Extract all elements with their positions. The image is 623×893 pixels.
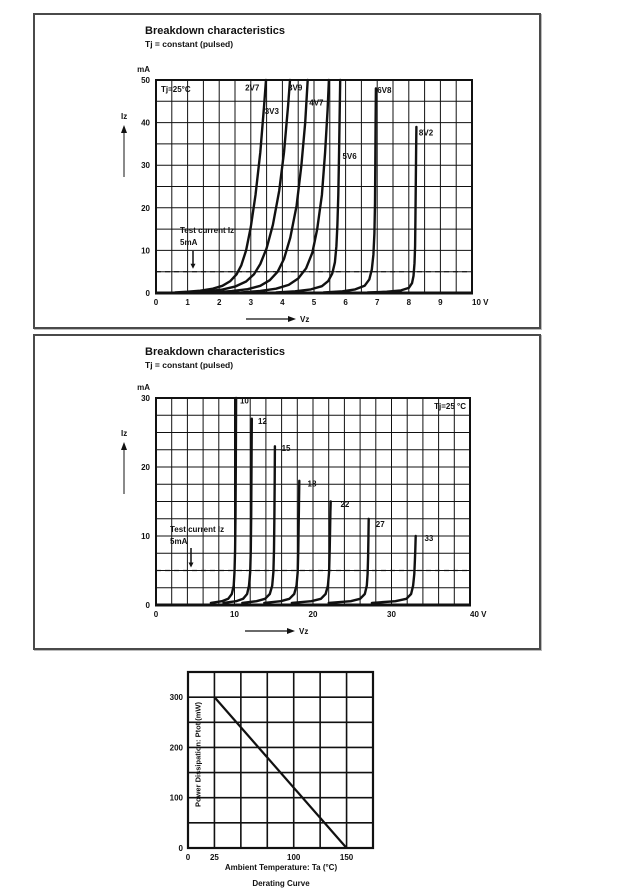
- chart1-subtitle: Tj = constant (pulsed): [145, 39, 234, 49]
- curve-15: [242, 446, 275, 603]
- svg-text:10: 10: [141, 246, 150, 256]
- svg-text:7: 7: [374, 298, 380, 307]
- svg-text:100: 100: [287, 853, 301, 862]
- svg-text:9: 9: [438, 298, 443, 307]
- svg-text:20: 20: [308, 610, 318, 619]
- svg-text:1: 1: [185, 298, 190, 307]
- curve-label-27: 27: [375, 520, 385, 530]
- test-current-label-line1: Test current Iz: [170, 525, 225, 534]
- breakdown-chart-high-voltage: [35, 336, 539, 648]
- curve-6V8: [324, 89, 376, 293]
- svg-text:6: 6: [343, 298, 348, 307]
- curve-label-33: 33: [424, 533, 434, 543]
- condition-label: Tj=25 °C: [434, 402, 466, 411]
- svg-text:0: 0: [185, 853, 191, 862]
- derating-x-axis-label: Ambient Temperature: Ta (°C): [224, 863, 338, 872]
- breakdown-chart-low-voltage: [35, 15, 539, 327]
- svg-text:25: 25: [209, 853, 219, 862]
- derating-chart-section: [0, 655, 623, 893]
- svg-text:10 V: 10 V: [472, 298, 489, 307]
- svg-text:20: 20: [141, 463, 150, 472]
- chart1-title: Breakdown characteristics: [145, 25, 286, 37]
- svg-text:0: 0: [145, 601, 150, 610]
- svg-text:2: 2: [216, 298, 222, 307]
- curve-33: [372, 536, 416, 603]
- svg-text:50: 50: [141, 76, 150, 85]
- curve-12: [224, 419, 252, 603]
- curve-label-12: 12: [258, 417, 267, 427]
- svg-text:30: 30: [141, 161, 150, 171]
- curve-27: [329, 519, 369, 603]
- svg-text:0: 0: [153, 610, 159, 619]
- condition-label: Tj=25°C: [161, 85, 191, 94]
- curve-label-4V7: 4V7: [309, 98, 324, 108]
- curve-label-3V9: 3V9: [288, 83, 303, 93]
- svg-text:8: 8: [406, 298, 412, 307]
- grid: [156, 398, 470, 605]
- curve-label-10: 10: [239, 396, 249, 406]
- svg-text:5: 5: [311, 298, 317, 307]
- test-current-label-line1: Test current Iz: [180, 226, 235, 235]
- svg-text:40 V: 40 V: [470, 610, 487, 619]
- svg-text:300: 300: [169, 693, 183, 703]
- curve-label-6V8: 6V8: [377, 85, 392, 95]
- svg-text:0: 0: [145, 289, 150, 298]
- svg-text:30: 30: [387, 610, 396, 619]
- derating-caption: Derating Curve: [252, 879, 310, 888]
- curve-label-2V7: 2V7: [245, 83, 260, 93]
- x-axis-arrow-label: Vz: [299, 627, 309, 636]
- chart2-title: Breakdown characteristics: [145, 346, 286, 358]
- test-current-label-line2: 5mA: [170, 537, 188, 546]
- svg-text:3: 3: [248, 298, 254, 307]
- svg-text:40: 40: [141, 118, 150, 128]
- y-unit-label: mA: [137, 383, 150, 392]
- test-current-label-line2: 5mA: [180, 238, 198, 247]
- svg-text:20: 20: [141, 203, 150, 213]
- curve-label-8V2: 8V2: [418, 128, 434, 138]
- x-axis-arrow-label: Vz: [300, 315, 310, 324]
- breakdown-panel-low-voltage: [33, 13, 541, 329]
- svg-text:100: 100: [169, 793, 183, 803]
- curve-label-18: 18: [307, 479, 317, 489]
- curve-label-5V6: 5V6: [342, 151, 357, 161]
- y-unit-label: mA: [137, 65, 150, 74]
- svg-text:0: 0: [178, 844, 183, 853]
- y-axis-arrow-label: Iz: [121, 429, 128, 438]
- svg-text:10: 10: [141, 532, 150, 541]
- curve-label-3V3: 3V3: [264, 107, 279, 117]
- derating-y-axis-label: Power Dissipation: Ptot (mW): [193, 702, 203, 807]
- svg-text:30: 30: [141, 394, 150, 403]
- svg-text:10: 10: [230, 610, 239, 619]
- grid: [156, 80, 472, 293]
- svg-text:0: 0: [153, 298, 159, 307]
- svg-text:200: 200: [169, 743, 183, 753]
- curve-label-15: 15: [281, 444, 291, 454]
- derating-chart: [0, 655, 623, 893]
- chart2-subtitle: Tj = constant (pulsed): [145, 360, 234, 370]
- svg-text:150: 150: [339, 853, 354, 862]
- curve-label-22: 22: [340, 500, 350, 510]
- y-axis-arrow-label: Iz: [121, 112, 128, 121]
- curve-10: [211, 398, 236, 603]
- breakdown-panel-high-voltage: [33, 334, 541, 650]
- svg-text:4: 4: [280, 298, 285, 307]
